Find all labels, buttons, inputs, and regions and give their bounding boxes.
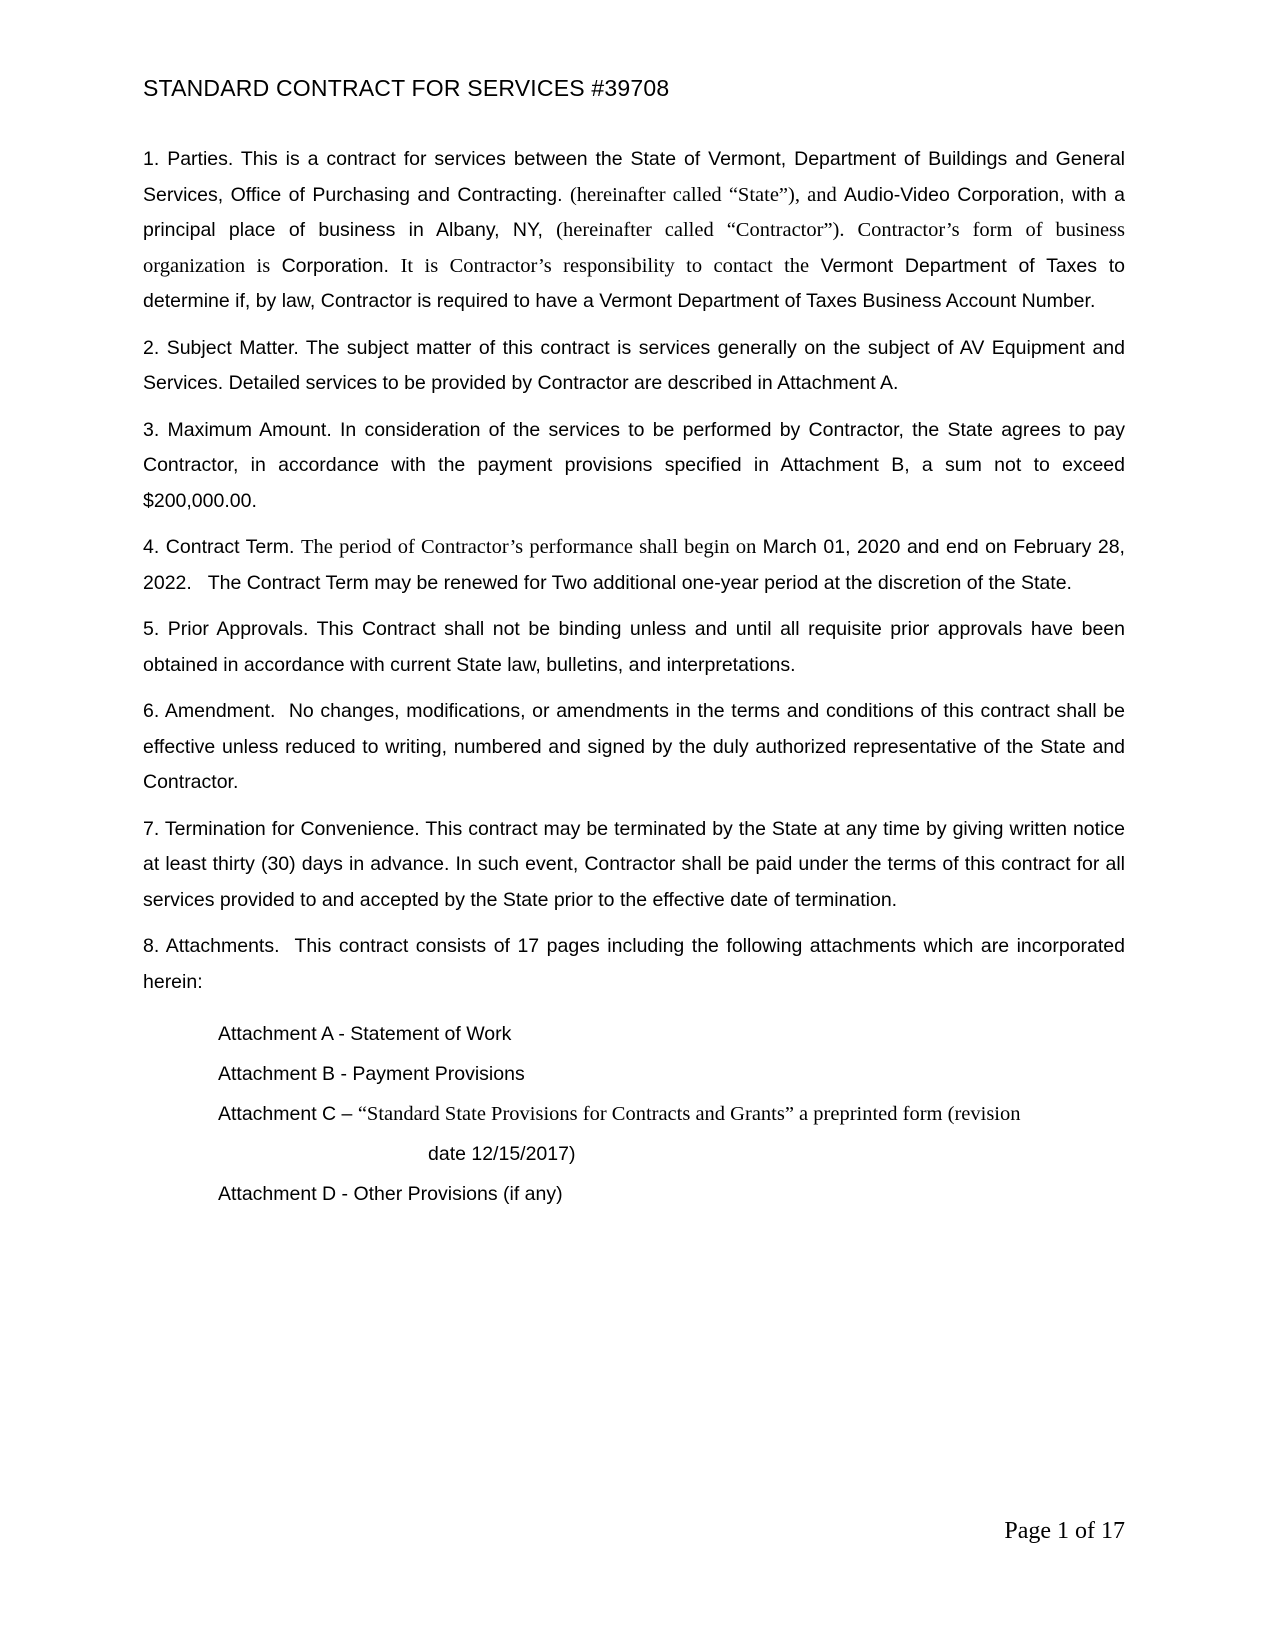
document-title: STANDARD CONTRACT FOR SERVICES #39708 <box>143 75 670 101</box>
paragraph-termination-for-convenience <box>143 812 1125 919</box>
text-run: 8. Attachments. This contract consists of 17 pages including the following attachments which are incorporated herein: <box>143 935 1125 993</box>
text-run: Attachment D - Other Provisions (if any) <box>218 1183 563 1205</box>
text-run: 6. Amendment. No changes, modifications, or amendments in the terms and conditions of this contract shall be effective unless reduced to writing, numbered and signed by the duly authorized representative of the State and Contractor. <box>143 700 1125 793</box>
attachment-list <box>143 1014 1125 1214</box>
text-run: Corporation. <box>281 254 401 277</box>
text-run: 5. Prior Approvals. This Contract shall not be binding unless and until all requisite prior approvals have been obtained in accordance with current State law, bulletins, and interpretations. <box>143 618 1125 676</box>
paragraph-parties <box>143 142 1125 320</box>
attachment-b <box>143 1054 1125 1094</box>
text-run: Attachment A - Statement of Work <box>218 1023 512 1045</box>
text-run: The period of Contractor’s performance shall begin on <box>300 536 763 558</box>
paragraph-subject-matter <box>143 331 1125 402</box>
paragraph-prior-approvals <box>143 612 1125 683</box>
paragraph-contract-term <box>143 530 1125 601</box>
text-run: “Standard State Provisions for Contracts and Grants” a preprinted form (revision <box>357 1103 1021 1125</box>
page-number: Page 1 of 17 <box>1004 1518 1125 1544</box>
text-run: Attachment C – <box>218 1103 358 1125</box>
text-run: 2. Subject Matter. The subject matter of this contract is services generally on the subject of AV Equipment and Services. Detailed services to be provided by Contractor are described in Attachment A. <box>143 336 1125 394</box>
text-run: Vermont Department of Taxes to determine if, by law, Contractor is required to have a Vermont Department of Taxes Business Account Number. <box>143 254 1125 312</box>
text-run: Audio-Video Corporation, with a principal place of business in Albany, NY, <box>143 183 1125 241</box>
text-run: March 01, 2020 and end on February 28, 2022. The Contract Term may be renewed for Two additional one-year period at the discretion of the State. <box>143 536 1125 594</box>
paragraph-amendment <box>143 694 1125 801</box>
text-run: 3. Maximum Amount. In consideration of the services to be performed by Contractor, the State agrees to pay Contractor, in accordance with the payment provisions specified in Attachment B, a sum not to exceed $200,000.00. <box>143 418 1125 512</box>
paragraphs <box>143 142 1125 1000</box>
attachment-c <box>143 1094 1125 1174</box>
attachment-a <box>143 1014 1125 1054</box>
text-run: 1. Parties. This is a contract for services between the State of Vermont, Department of Buildings and General Services, Office of Purchasing and Contracting. <box>143 148 1125 206</box>
attachment-d <box>143 1174 1125 1214</box>
paragraph-maximum-amount <box>143 413 1125 520</box>
text-run: Attachment B - Payment Provisions <box>218 1063 525 1085</box>
text-run: (hereinafter called “State”), and <box>569 183 844 206</box>
text-run: 4. Contract Term. <box>143 536 301 558</box>
text-run: (hereinafter called “Contractor”). Contractor’s form of business organization is <box>143 219 1125 277</box>
contract-body <box>143 142 1125 1214</box>
paragraph-attachments-intro <box>143 929 1125 1000</box>
text-run: 7. Termination for Convenience. This contract may be terminated by the State at any time by giving written notice at least thirty (30) days in advance. In such event, Contractor shall be paid under the terms of this contract for all services provided to and accepted by the State prior to the effective date of termination. <box>143 817 1125 911</box>
text-run: date 12/15/2017) <box>428 1143 576 1165</box>
text-run: It is Contractor’s responsibility to contact the <box>400 254 821 277</box>
